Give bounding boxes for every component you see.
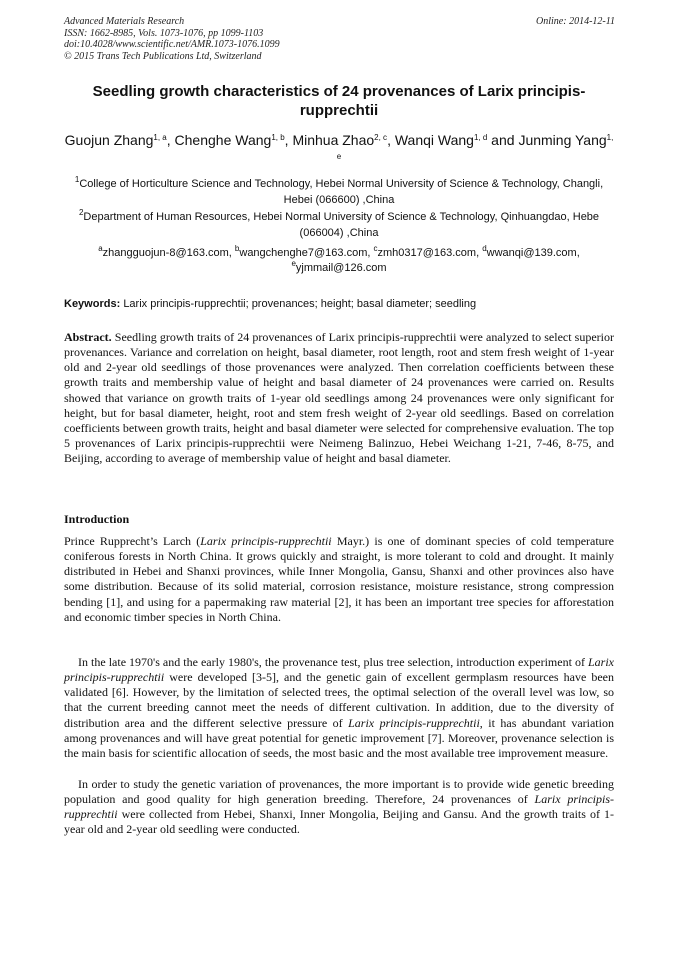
keywords-text: Larix principis-rupprechtii; provenances; height; basal diameter; seedling — [123, 298, 477, 310]
journal-header — [64, 16, 280, 62]
paper-title: Seedling growth characteristics of 24 provenances of Larix principis-rupprechtii — [92, 83, 586, 119]
intro-paragraph-2: In the late 1970's and the early 1980's, the provenance test, plus tree selection, introduction experiment of Larix principis-rupprechtii were developed [3-5], and the genetic gain of excellent germplasm resources have been validated [6]. However, by the limitation of selected trees, the optimal selection of the overall level was low, so that the current breeding cannot meet the needs of different cultivation. In addition, due to the diversity of distribution area and the different selective pressure of Larix principis-rupprechtii, it has abundant variation among provenances and will have great potential for genetic improvement [7]. Moreover, provenance selection is the main basis for scientific allocation of seeds, the most basic and the most available tree improvement measure. — [64, 655, 614, 760]
author: Junming Yang$^{1, e}$ — [336, 132, 614, 161]
author-list — [64, 131, 614, 169]
author: Wanqi Wang$^{1, d}$ and — [394, 132, 519, 148]
author: Guojun Zhang$^{1, a}$, — [64, 132, 175, 148]
affiliation-1: $^1$College of Horticulture Science and Technology, Hebei Normal University of Science & Technology, Changli, Hebei (066600) ,China — [74, 175, 604, 206]
intro-paragraph-3: In order to study the genetic variation of provenances, the more important is to provide wide genetic breeding population and good quality for high generation breeding. Therefore, 24 provenances of Larix principis-rupprechtii were collected from Hebei, Shanxi, Inner Mongolia, Beijing and Gansu. And the growth traits of 1-year old and 2-year old seedling were conducted. — [64, 777, 614, 837]
abstract — [64, 330, 614, 466]
copyright-line: © 2015 Trans Tech Publications Ltd, Switzerland — [64, 50, 262, 62]
affiliation-2: $^2$Department of Human Resources, Hebei Normal University of Science & Technology, Qinhuangdao, Hebe (066004) ,China — [78, 208, 600, 239]
intro-paragraph-1: Prince Rupprecht’s Larch (Larix principis-rupprechtii Mayr.) is one of dominant species of cold temperature coniferous forests in North China. It grows quickly and straight, is more tolerant to cold and drought. It mainly distributed in Hebei and Shanxi provinces, while Inner Mongolia, Gansu, Shanxi and other provinces also have some distribution. Because of its solid material, corrosion resistance, moisture resistance, strong compression bending [1], and using for a papermaking raw material [2], it has been an important tree species for afforestation and economic timber species in North China. — [64, 534, 615, 624]
keywords — [64, 297, 614, 311]
introduction-heading: Introduction — [64, 512, 130, 526]
email[interactable]: $^d$wwanqi@139.com — [482, 244, 577, 259]
email[interactable]: $^e$yjmmail@126.com — [291, 258, 387, 274]
online-date: Online: 2014-12-11 — [536, 16, 615, 27]
author: Chenghe Wang$^{1, b}$, — [174, 132, 293, 148]
email[interactable]: $^a$zhangguojun-8@163.com — [98, 244, 229, 259]
abstract-text: Seedling growth traits of 24 provenances of Larix principis-rupprechtii were analyzed to select superior provenances. Variance and correlation on height, basal diameter, root length, root and stem fresh weight of 1-year old and 2-year old seedlings of those provenances were analyzed. Then correlation coefficients between these growth traits and membership value of height and basal diameter of 24 provenances were carried on. Results showed that variance on growth traits of 1-year old seedlings among 24 provenances were only significant for height, but for basal diameter, height, root and stem fresh weight of 2-year old seedlings. Based on correlation coefficients between growth traits, height and basal diameter were selected for comprehensive evaluation. The top 5 provenances of Larix principis-rupprechtii were Neimeng Balinzuo, Hebei Weichang 1-21, 7-46, 8-75, and Beijing, according to average of membership value of height and basal diameter. — [64, 330, 615, 466]
issn-line: ISSN: 1662-8985, Vols. 1073-1076, pp 1099-1103 — [64, 27, 264, 39]
abstract-label: Abstract. — [64, 330, 112, 344]
email-list: $^a$zhangguojun-8@163.com, $^b$wangchenghe7@163.com, $^c$zmh0317@163.com, $^d$wwanqi@139.com, $^e$yjmmail@126.com — [98, 244, 580, 274]
email[interactable]: $^c$zmh0317@163.com — [373, 244, 477, 259]
author: Minhua Zhao$^{2, c}$, — [292, 132, 395, 148]
journal-name: Advanced Materials Research — [64, 16, 185, 27]
email[interactable]: $^b$wangchenghe7@163.com — [234, 244, 368, 259]
doi-line: doi:10.4028/www.scientific.net/AMR.1073-1076.1099 — [64, 39, 280, 50]
keywords-label: Keywords: — [64, 298, 121, 310]
